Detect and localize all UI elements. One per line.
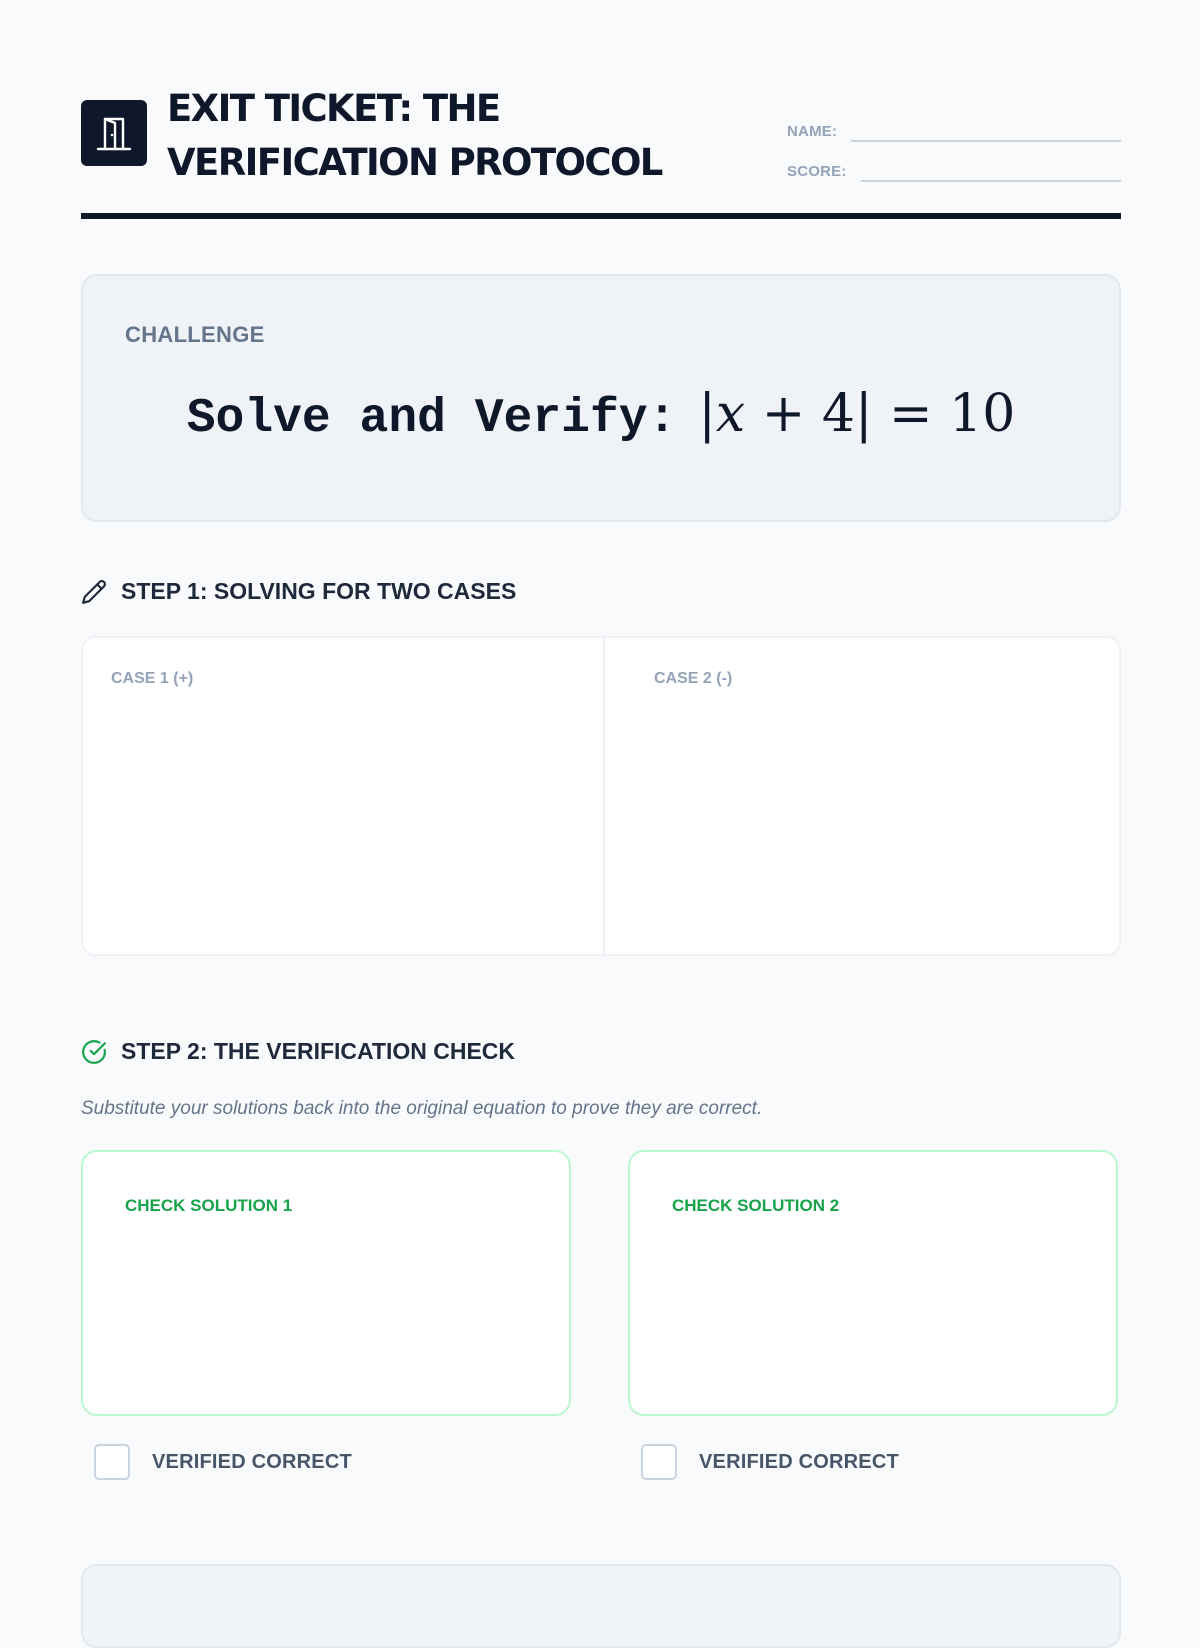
abs-bar-open: | [698, 384, 716, 444]
score-field[interactable] [861, 160, 1121, 182]
challenge-equation [83, 384, 1119, 446]
step2-title: STEP 2: THE VERIFICATION CHECK [121, 1038, 516, 1064]
case1-label: CASE 1 (+) [111, 670, 194, 687]
case2-label: CASE 2 (-) [654, 670, 733, 687]
score-row [787, 142, 1121, 182]
check-solution-2-box[interactable] [628, 1150, 1118, 1416]
worksheet-header [81, 82, 1121, 202]
next-section-card [81, 1564, 1121, 1648]
page-title: EXIT TICKET: THE VERIFICATION PROTOCOL [167, 87, 662, 184]
equation-rhs: = 10 [872, 384, 1016, 444]
challenge-prompt: Solve and Verify: [186, 392, 677, 446]
check-solution-1-box[interactable] [81, 1150, 571, 1416]
check-solution-2-label: CHECK SOLUTION 2 [672, 1196, 840, 1215]
step1-title: STEP 1: SOLVING FOR TWO CASES [121, 578, 517, 604]
score-label: SCORE: [787, 163, 847, 180]
door-exit-icon [81, 100, 147, 166]
name-field[interactable] [851, 120, 1121, 142]
verified-1-checkbox[interactable] [94, 1444, 130, 1480]
check-circle-icon [81, 1039, 107, 1065]
step1-heading [81, 578, 516, 605]
step2-instruction: Substitute your solutions back into the original equation to prove they are correct. [81, 1098, 763, 1119]
challenge-card [81, 274, 1121, 522]
case-divider [603, 638, 605, 954]
verified-2-label: VERIFIED CORRECT [699, 1450, 899, 1473]
verified-2-row [641, 1444, 899, 1480]
cases-panel [81, 636, 1121, 956]
name-row [787, 102, 1121, 142]
name-label: NAME: [787, 123, 838, 140]
check-solution-1-label: CHECK SOLUTION 1 [125, 1196, 293, 1215]
equation-addend: + 4 [745, 384, 855, 444]
verified-1-row [94, 1444, 352, 1480]
equation-variable: x [715, 384, 746, 444]
header-divider [81, 213, 1121, 219]
student-info [787, 102, 1121, 182]
pencil-icon [81, 579, 107, 605]
step2-heading [81, 1038, 515, 1065]
verified-2-checkbox[interactable] [641, 1444, 677, 1480]
challenge-label: CHALLENGE [125, 322, 265, 347]
abs-bar-close: | [854, 384, 873, 444]
equation-math [698, 384, 1015, 444]
verified-1-label: VERIFIED CORRECT [152, 1450, 352, 1473]
